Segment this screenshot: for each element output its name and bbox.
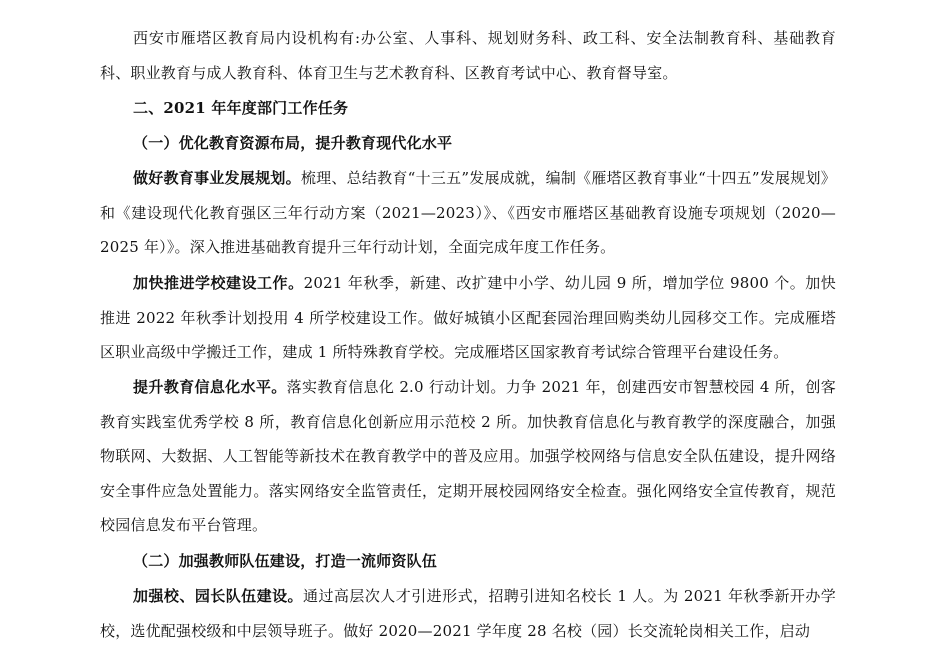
paragraph-informatization: [100, 370, 836, 543]
paragraph-text: 西安市雁塔区教育局内设机构有:办公室、人事科、规划财务科、政工科、安全法制教育科、基础教育科、职业教育与成人教育科、体育卫生与艺术教育科、区教育考试中心、教育督导室。: [100, 29, 836, 82]
paragraph-departments: [100, 21, 836, 90]
subsection-heading-resources: （一）优化教育资源布局，提升教育现代化水平: [133, 134, 453, 152]
paragraph-school-construction: [100, 266, 836, 370]
paragraph-text: 2021 年秋季，新建、改扩建中小学、幼儿园 9 所，增加学位 9800 个。加快推进 2022 年秋季计划投用 4 所学校建设工作。做好城镇小区配套园治理回购类幼儿园移交工作。完成雁塔区职业高级中学搬迁工作，建成 1 所特殊教育学校。完成雁塔区国家教育考试综合管理平台建设任务。: [100, 274, 837, 361]
section-heading-2021-tasks: 二、2021 年年度部门工作任务: [133, 99, 349, 117]
paragraph-planning: [100, 161, 836, 265]
paragraph-text: 落实教育信息化 2.0 行动计划。力争 2021 年，创建西安市智慧校园 4 所，创客教育实践室优秀学校 8 所，教育信息化创新应用示范校 2 所。加快教育信息化与教育教学的深度融合，加强物联网、大数据、人工智能等新技术在教育教学中的普及应用。加强学校网络与信息安全队伍建设，提升网络安全事件应急处置能力。落实网络安全监管责任，定期开展校园网络安全检查。强化网络安全宣传教育，规范校园信息发布平台管理。: [100, 378, 836, 534]
paragraph-lead: 做好教育事业发展规划。: [133, 169, 301, 187]
subsection-heading-teachers: （二）加强教师队伍建设，打造一流师资队伍: [133, 552, 438, 570]
paragraph-text: 梳理、总结教育“十三五”发展成就，编制《雁塔区教育事业“十四五”发展规划》和《建设现代化教育强区三年行动方案（2021—2023）》、《西安市雁塔区基础教育设施专项规划（2020—2025 年）》。深入推进基础教育提升三年行动计划，全面完成年度工作任务。: [100, 169, 837, 256]
paragraph-lead: 加强校、园长队伍建设。: [133, 587, 304, 605]
paragraph-lead: 加快推进学校建设工作。: [133, 274, 304, 292]
paragraph-text: 通过高层次人才引进形式，招聘引进知名校长 1 人。为 2021 年秋季新开办学校，选优配强校级和中层领导班子。做好 2020—2021 学年度 28 名校（园）长交流轮岗相关工作，启动: [100, 587, 837, 640]
paragraph-principals: [100, 579, 836, 648]
paragraph-lead: 提升教育信息化水平。: [133, 378, 287, 396]
